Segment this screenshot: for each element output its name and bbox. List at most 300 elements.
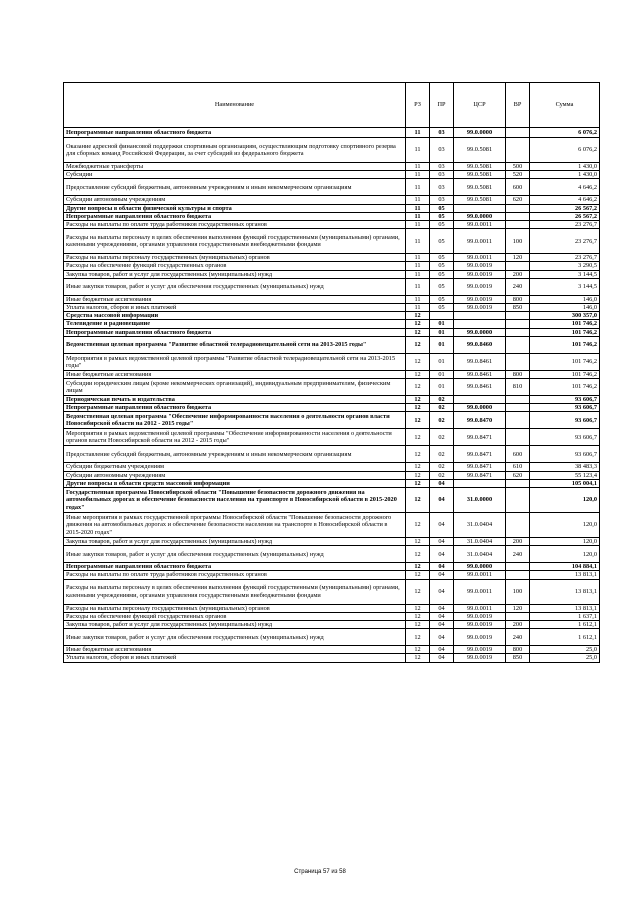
cell-rz: 11	[406, 212, 430, 220]
cell-name: Субсидии бюджетным учреждениям	[64, 463, 406, 471]
table-row	[64, 328, 600, 336]
cell-sum: 101 746,2	[530, 379, 600, 396]
table-row	[64, 579, 600, 604]
cell-csr: 99.0.8461	[454, 353, 506, 370]
cell-rz: 12	[406, 629, 430, 646]
cell-vr: 810	[506, 379, 530, 396]
table-row	[64, 412, 600, 429]
table-body	[64, 128, 600, 663]
cell-rz: 12	[406, 320, 430, 328]
cell-rz: 12	[406, 488, 430, 513]
table-row	[64, 513, 600, 538]
cell-sum: 3 290,5	[530, 262, 600, 270]
table-row	[64, 254, 600, 262]
table-row	[64, 404, 600, 412]
cell-csr: 99.0.8461	[454, 379, 506, 396]
cell-name: Оказание адресной финансовой поддержки спортивным организациям, осуществляющим подготовку спортивного резерва для сборных команд Российской Федерации, за счет субсидий из федерального бюджета	[64, 138, 406, 163]
cell-csr: 99.0.0000	[454, 328, 506, 336]
cell-rz: 12	[406, 513, 430, 538]
cell-sum: 93 606,7	[530, 404, 600, 412]
table-row	[64, 654, 600, 662]
cell-csr: 99.0.0011	[454, 229, 506, 254]
cell-vr: 620	[506, 471, 530, 479]
cell-sum: 93 606,7	[530, 429, 600, 446]
cell-pr: 04	[430, 604, 454, 612]
cell-csr: 99.0.0019	[454, 295, 506, 303]
cell-rz: 12	[406, 463, 430, 471]
cell-pr: 04	[430, 612, 454, 620]
cell-pr: 01	[430, 328, 454, 336]
cell-csr: 99.0.8461	[454, 370, 506, 378]
cell-rz: 12	[406, 479, 430, 487]
cell-sum: 101 746,2	[530, 353, 600, 370]
table-row	[64, 546, 600, 563]
cell-sum: 55 123,4	[530, 471, 600, 479]
budget-sheet	[63, 82, 599, 663]
cell-rz: 12	[406, 336, 430, 353]
cell-rz: 11	[406, 262, 430, 270]
cell-pr: 01	[430, 370, 454, 378]
cell-csr: 99.0.0011	[454, 579, 506, 604]
table-row	[64, 379, 600, 396]
cell-vr	[506, 204, 530, 212]
cell-name: Предоставление субсидий бюджетным, автономным учреждениям и иным некоммерческим организациям	[64, 179, 406, 196]
cell-name: Расходы на обеспечение функций государственных органов	[64, 612, 406, 620]
table-row	[64, 304, 600, 312]
cell-name: Периодическая печать и издательства	[64, 396, 406, 404]
cell-pr: 05	[430, 254, 454, 262]
cell-rz: 12	[406, 646, 430, 654]
table-row	[64, 336, 600, 353]
cell-rz: 11	[406, 221, 430, 229]
cell-vr: 600	[506, 446, 530, 463]
cell-name: Непрограммные направления областного бюджета	[64, 128, 406, 138]
cell-name: Иные закупки товаров, работ и услуг для обеспечения государственных (муниципальных) нужд	[64, 278, 406, 295]
cell-name: Уплата налогов, сборов и иных платежей	[64, 304, 406, 312]
table-row	[64, 163, 600, 171]
cell-sum: 93 606,7	[530, 446, 600, 463]
cell-pr: 04	[430, 646, 454, 654]
cell-pr: 02	[430, 446, 454, 463]
cell-sum: 101 746,2	[530, 370, 600, 378]
header-csr: ЦСР	[454, 83, 506, 128]
cell-sum: 38 483,3	[530, 463, 600, 471]
table-row	[64, 571, 600, 579]
budget-table	[63, 82, 600, 663]
cell-csr: 99.0.0019	[454, 262, 506, 270]
cell-vr	[506, 412, 530, 429]
header-sum: Сумма	[530, 83, 600, 128]
cell-csr: 99.0.0019	[454, 612, 506, 620]
cell-name: Субсидии автономным учреждениям	[64, 196, 406, 204]
cell-csr: 99.0.5081	[454, 138, 506, 163]
cell-rz: 12	[406, 538, 430, 546]
cell-name: Уплата налогов, сборов и иных платежей	[64, 654, 406, 662]
cell-vr: 520	[506, 171, 530, 179]
cell-pr: 03	[430, 171, 454, 179]
cell-csr	[454, 320, 506, 328]
cell-rz: 11	[406, 171, 430, 179]
cell-pr: 04	[430, 538, 454, 546]
cell-name: Закупка товаров, работ и услуг для государственных (муниципальных) нужд	[64, 621, 406, 629]
cell-name: Расходы на выплаты по оплате труда работников государственных органов	[64, 221, 406, 229]
cell-rz: 12	[406, 404, 430, 412]
cell-sum: 1 637,1	[530, 612, 600, 620]
cell-sum: 1 612,1	[530, 621, 600, 629]
cell-sum: 3 144,5	[530, 270, 600, 278]
cell-csr: 99.0.8471	[454, 429, 506, 446]
cell-rz: 12	[406, 621, 430, 629]
table-row	[64, 221, 600, 229]
cell-csr: 99.0.5081	[454, 163, 506, 171]
cell-vr: 610	[506, 463, 530, 471]
cell-rz: 11	[406, 179, 430, 196]
cell-sum: 120,0	[530, 538, 600, 546]
cell-pr: 02	[430, 404, 454, 412]
cell-csr: 99.0.0019	[454, 278, 506, 295]
cell-rz: 12	[406, 379, 430, 396]
cell-sum: 4 646,2	[530, 196, 600, 204]
cell-sum: 120,0	[530, 488, 600, 513]
table-row	[64, 429, 600, 446]
cell-pr: 04	[430, 571, 454, 579]
cell-pr: 05	[430, 262, 454, 270]
cell-sum: 104 884,1	[530, 563, 600, 571]
cell-sum: 93 606,7	[530, 396, 600, 404]
table-row	[64, 538, 600, 546]
cell-csr	[454, 312, 506, 320]
cell-pr: 01	[430, 336, 454, 353]
cell-sum: 3 144,5	[530, 278, 600, 295]
table-row	[64, 171, 600, 179]
cell-sum: 13 813,1	[530, 604, 600, 612]
cell-vr	[506, 128, 530, 138]
cell-vr: 200	[506, 270, 530, 278]
cell-name: Расходы на выплаты персоналу в целях обеспечения выполнения функций государственными (муниципальными) органами, казенными учреждениями, органами управления государственными внебюджетными фондами	[64, 579, 406, 604]
cell-name: Иные закупки товаров, работ и услуг для обеспечения государственных (муниципальных) нужд	[64, 546, 406, 563]
cell-vr: 600	[506, 179, 530, 196]
cell-sum: 25,0	[530, 646, 600, 654]
cell-vr	[506, 479, 530, 487]
cell-name: Непрограммные направления областного бюджета	[64, 328, 406, 336]
cell-name: Межбюджетные трансферты	[64, 163, 406, 171]
cell-name: Государственная программа Новосибирской области "Повышение безопасности дорожного движения на автомобильных дорогах и обеспечение безопасности населения на транспорте в Новосибирской области в 2015-2020 годах"	[64, 488, 406, 513]
cell-vr	[506, 571, 530, 579]
table-row	[64, 488, 600, 513]
cell-name: Другие вопросы в области физической культуры и спорта	[64, 204, 406, 212]
cell-vr: 240	[506, 278, 530, 295]
cell-vr: 800	[506, 370, 530, 378]
cell-pr: 05	[430, 212, 454, 220]
table-row	[64, 396, 600, 404]
cell-sum: 1 430,0	[530, 171, 600, 179]
cell-sum: 146,0	[530, 304, 600, 312]
cell-sum: 1 430,0	[530, 163, 600, 171]
cell-pr: 01	[430, 353, 454, 370]
cell-vr: 200	[506, 621, 530, 629]
cell-vr: 100	[506, 579, 530, 604]
cell-rz: 12	[406, 579, 430, 604]
cell-rz: 11	[406, 138, 430, 163]
table-row	[64, 463, 600, 471]
table-header-row	[64, 83, 600, 128]
cell-csr	[454, 479, 506, 487]
cell-pr: 03	[430, 179, 454, 196]
cell-vr: 850	[506, 654, 530, 662]
table-row	[64, 479, 600, 487]
cell-vr	[506, 404, 530, 412]
table-row	[64, 229, 600, 254]
cell-name: Субсидии автономным учреждениям	[64, 471, 406, 479]
cell-pr: 04	[430, 546, 454, 563]
cell-rz: 12	[406, 654, 430, 662]
cell-sum: 26 567,2	[530, 212, 600, 220]
cell-sum: 120,0	[530, 513, 600, 538]
cell-csr: 99.0.0011	[454, 571, 506, 579]
cell-pr: 04	[430, 629, 454, 646]
cell-vr	[506, 221, 530, 229]
cell-vr: 120	[506, 254, 530, 262]
cell-sum: 1 612,1	[530, 629, 600, 646]
table-row	[64, 629, 600, 646]
cell-pr: 02	[430, 429, 454, 446]
cell-sum: 105 004,1	[530, 479, 600, 487]
cell-vr	[506, 138, 530, 163]
cell-name: Средства массовой информации	[64, 312, 406, 320]
cell-vr	[506, 328, 530, 336]
cell-name: Расходы на обеспечение функций государственных органов	[64, 262, 406, 270]
cell-csr: 99.0.0000	[454, 404, 506, 412]
cell-vr	[506, 320, 530, 328]
cell-sum: 25,0	[530, 654, 600, 662]
cell-rz: 11	[406, 128, 430, 138]
cell-rz: 11	[406, 270, 430, 278]
cell-rz: 11	[406, 229, 430, 254]
table-row	[64, 612, 600, 620]
header-pr: ПР	[430, 83, 454, 128]
cell-sum: 4 646,2	[530, 179, 600, 196]
table-row	[64, 204, 600, 212]
header-name: Наименование	[64, 83, 406, 128]
table-row	[64, 295, 600, 303]
cell-sum: 120,0	[530, 546, 600, 563]
table-row	[64, 604, 600, 612]
cell-name: Другие вопросы в области средств массовой информации	[64, 479, 406, 487]
table-row	[64, 621, 600, 629]
cell-name: Непрограммные направления областного бюджета	[64, 563, 406, 571]
cell-vr	[506, 336, 530, 353]
cell-csr: 99.0.0019	[454, 270, 506, 278]
cell-rz: 12	[406, 546, 430, 563]
cell-pr: 04	[430, 563, 454, 571]
table-row	[64, 320, 600, 328]
cell-name: Расходы на выплаты по оплате труда работников государственных органов	[64, 571, 406, 579]
cell-vr: 200	[506, 538, 530, 546]
table-row	[64, 446, 600, 463]
cell-rz: 11	[406, 304, 430, 312]
cell-rz: 12	[406, 612, 430, 620]
cell-csr: 31.0.0000	[454, 488, 506, 513]
header-vr: ВР	[506, 83, 530, 128]
cell-rz: 12	[406, 370, 430, 378]
cell-name: Предоставление субсидий бюджетным, автономным учреждениям и иным некоммерческим организациям	[64, 446, 406, 463]
cell-sum: 13 813,1	[530, 579, 600, 604]
cell-rz: 12	[406, 446, 430, 463]
cell-pr: 02	[430, 471, 454, 479]
cell-name: Закупка товаров, работ и услуг для государственных (муниципальных) нужд	[64, 270, 406, 278]
cell-csr: 99.0.0019	[454, 646, 506, 654]
cell-csr	[454, 204, 506, 212]
cell-vr	[506, 513, 530, 538]
table-row	[64, 278, 600, 295]
cell-pr: 05	[430, 295, 454, 303]
header-rz: РЗ	[406, 83, 430, 128]
cell-sum: 146,0	[530, 295, 600, 303]
cell-pr: 02	[430, 396, 454, 404]
cell-name: Расходы на выплаты персоналу в целях обеспечения выполнения функций государственными (муниципальными) органами, казенными учреждениями, органами управления государственными внебюджетными фондами	[64, 229, 406, 254]
cell-sum: 23 276,7	[530, 229, 600, 254]
cell-vr: 240	[506, 546, 530, 563]
cell-vr: 120	[506, 604, 530, 612]
cell-csr: 99.0.0019	[454, 654, 506, 662]
cell-csr: 99.0.0011	[454, 254, 506, 262]
table-row	[64, 270, 600, 278]
cell-pr: 05	[430, 204, 454, 212]
cell-csr: 99.0.0011	[454, 221, 506, 229]
cell-sum: 6 076,2	[530, 128, 600, 138]
cell-pr: 05	[430, 304, 454, 312]
cell-csr: 99.0.8471	[454, 463, 506, 471]
cell-pr	[430, 312, 454, 320]
cell-vr: 500	[506, 163, 530, 171]
cell-csr: 99.0.0000	[454, 212, 506, 220]
cell-sum: 101 746,2	[530, 320, 600, 328]
cell-csr: 99.0.0019	[454, 629, 506, 646]
cell-csr: 99.0.8471	[454, 471, 506, 479]
table-row	[64, 138, 600, 163]
cell-name: Непрограммные направления областного бюджета	[64, 404, 406, 412]
cell-vr: 850	[506, 304, 530, 312]
cell-rz: 12	[406, 471, 430, 479]
cell-rz: 12	[406, 429, 430, 446]
cell-vr	[506, 353, 530, 370]
cell-rz: 12	[406, 563, 430, 571]
cell-csr: 99.0.8470	[454, 412, 506, 429]
cell-pr: 04	[430, 488, 454, 513]
cell-vr	[506, 488, 530, 513]
cell-name: Ведомственная целевая программа "Обеспечение информированности населения о деятельности органов власти Новосибирской области на 2012 - 2015 годы"	[64, 412, 406, 429]
cell-sum: 13 813,1	[530, 571, 600, 579]
cell-sum: 23 276,7	[530, 221, 600, 229]
cell-vr	[506, 212, 530, 220]
cell-name: Иные закупки товаров, работ и услуг для обеспечения государственных (муниципальных) нужд	[64, 629, 406, 646]
cell-name: Мероприятия в рамках ведомственной целевой программы "Обеспечение информированности населения о деятельности органов власти Новосибирской области на 2012 - 2015 годы"	[64, 429, 406, 446]
cell-name: Иные бюджетные ассигнования	[64, 646, 406, 654]
table-row	[64, 563, 600, 571]
cell-sum: 101 746,2	[530, 328, 600, 336]
cell-csr: 99.0.5081	[454, 171, 506, 179]
cell-rz: 11	[406, 254, 430, 262]
cell-sum: 300 357,0	[530, 312, 600, 320]
cell-pr: 04	[430, 579, 454, 604]
cell-rz: 12	[406, 312, 430, 320]
cell-csr: 99.0.5081	[454, 196, 506, 204]
cell-csr: 31.0.0404	[454, 513, 506, 538]
cell-pr: 03	[430, 163, 454, 171]
cell-pr: 03	[430, 138, 454, 163]
cell-name: Расходы на выплаты персоналу государственных (муниципальных) органов	[64, 254, 406, 262]
cell-name: Расходы на выплаты персоналу государственных (муниципальных) органов	[64, 604, 406, 612]
cell-rz: 12	[406, 353, 430, 370]
cell-csr: 99.0.8460	[454, 336, 506, 353]
cell-name: Субсидии юридическим лицам (кроме некоммерческих организаций), индивидуальным предпринимателям, физическим лицам	[64, 379, 406, 396]
cell-rz: 11	[406, 204, 430, 212]
cell-rz: 12	[406, 604, 430, 612]
table-row	[64, 646, 600, 654]
cell-pr: 01	[430, 379, 454, 396]
cell-csr: 31.0.0404	[454, 538, 506, 546]
cell-name: Иные бюджетные ассигнования	[64, 295, 406, 303]
cell-rz: 11	[406, 278, 430, 295]
cell-rz: 12	[406, 328, 430, 336]
cell-name: Мероприятия в рамках ведомственной целевой программы "Развитие областной телерадиовещательной сети на 2013-2015 годы"	[64, 353, 406, 370]
table-row	[64, 370, 600, 378]
cell-rz: 11	[406, 196, 430, 204]
cell-pr: 04	[430, 654, 454, 662]
cell-csr	[454, 396, 506, 404]
cell-csr: 99.0.0000	[454, 563, 506, 571]
cell-pr: 04	[430, 621, 454, 629]
cell-pr: 04	[430, 513, 454, 538]
cell-vr	[506, 262, 530, 270]
cell-vr	[506, 612, 530, 620]
cell-vr: 800	[506, 295, 530, 303]
cell-sum: 23 276,7	[530, 254, 600, 262]
cell-vr: 240	[506, 629, 530, 646]
cell-csr: 99.0.0019	[454, 304, 506, 312]
cell-csr: 99.0.8471	[454, 446, 506, 463]
cell-vr	[506, 429, 530, 446]
cell-csr: 99.0.0000	[454, 128, 506, 138]
cell-csr: 99.0.0019	[454, 621, 506, 629]
cell-vr	[506, 563, 530, 571]
cell-vr: 620	[506, 196, 530, 204]
cell-vr: 100	[506, 229, 530, 254]
table-row	[64, 471, 600, 479]
cell-pr: 05	[430, 229, 454, 254]
cell-pr: 04	[430, 479, 454, 487]
cell-name: Телевидение и радиовещание	[64, 320, 406, 328]
cell-rz: 12	[406, 412, 430, 429]
cell-name: Закупка товаров, работ и услуг для государственных (муниципальных) нужд	[64, 538, 406, 546]
table-row	[64, 128, 600, 138]
cell-vr	[506, 312, 530, 320]
cell-pr: 02	[430, 412, 454, 429]
cell-vr	[506, 396, 530, 404]
cell-sum: 93 606,7	[530, 412, 600, 429]
table-row	[64, 262, 600, 270]
cell-rz: 11	[406, 295, 430, 303]
cell-name: Иные мероприятия в рамках государственной программы Новосибирской области "Повышение безопасности дорожного движения на автомобильных дорогах и обеспечение безопасности населения на транспорте в Новосибирской области в 2015-2020 годах"	[64, 513, 406, 538]
table-row	[64, 312, 600, 320]
table-row	[64, 212, 600, 220]
cell-vr: 800	[506, 646, 530, 654]
page-number: Страница 57 из 58	[294, 869, 346, 875]
cell-pr: 05	[430, 278, 454, 295]
cell-rz: 11	[406, 163, 430, 171]
cell-sum: 6 076,2	[530, 138, 600, 163]
table-row	[64, 353, 600, 370]
